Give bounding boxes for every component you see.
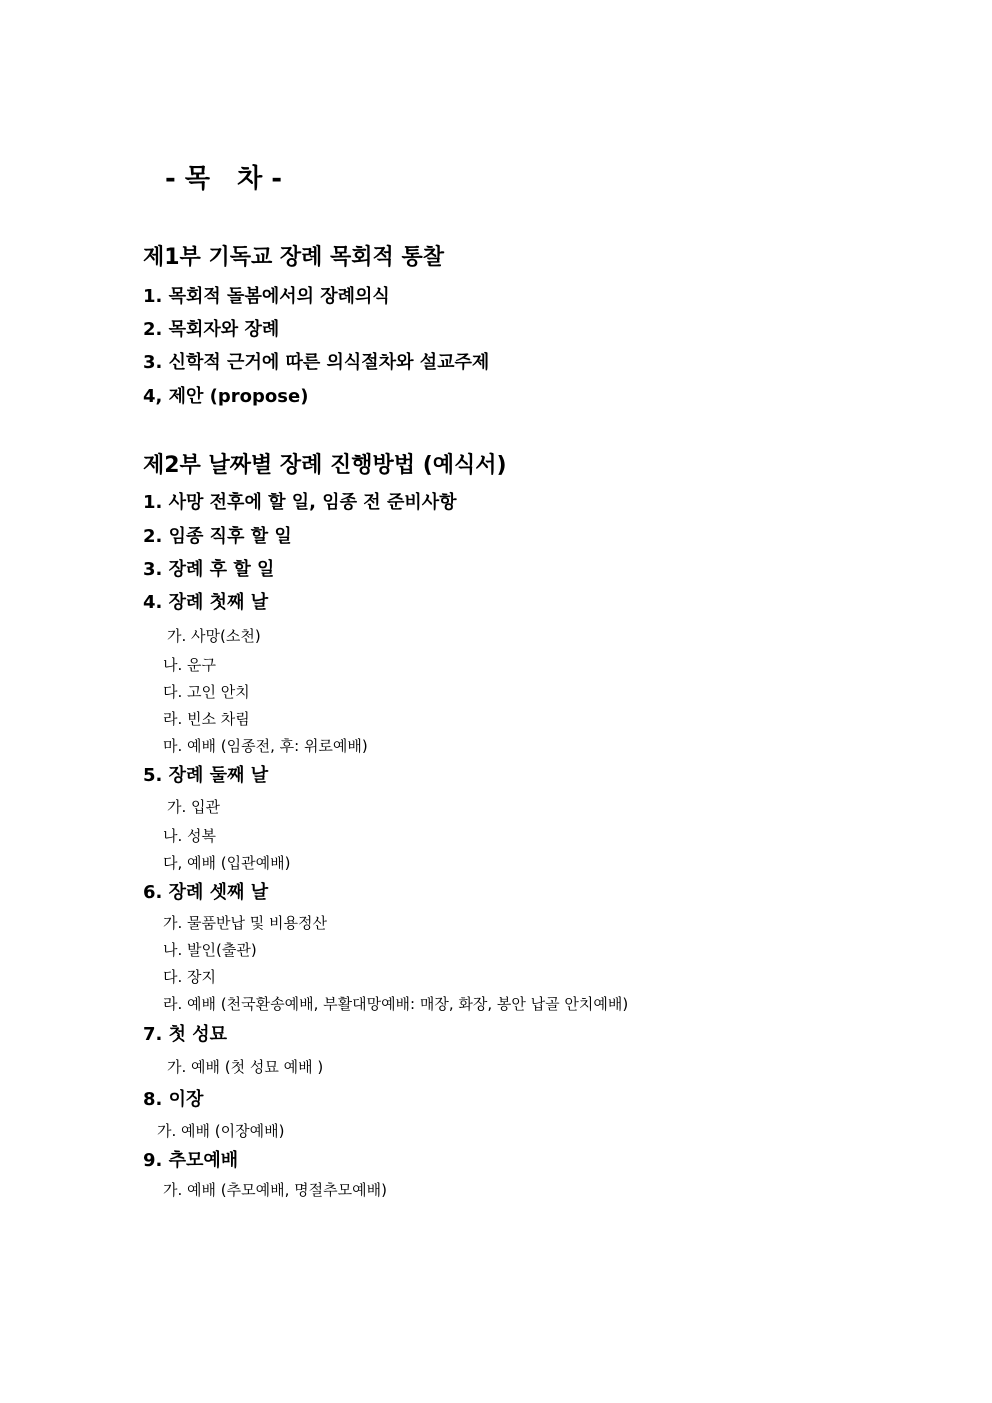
part2-item-6-sub-2: 나. 발인(출관) [163,941,257,959]
part2-item-6: 6. 장례 셋째 날 [143,882,269,903]
part2-item-9-sub-1: 가. 예배 (추모예배, 명절추모예배) [163,1181,387,1199]
part2-item-5-sub-1: 가. 입관 [167,798,221,816]
part2-item-2: 2. 임종 직후 할 일 [143,526,292,547]
part2-item-1: 1. 사망 전후에 할 일, 임종 전 준비사항 [143,492,457,513]
part2-item-8: 8. 이장 [143,1089,204,1110]
part2-item-4-sub-3: 다. 고인 안치 [163,683,250,701]
part2-item-4: 4. 장례 첫째 날 [143,592,269,613]
part2-item-5-sub-2: 나. 성복 [163,827,217,845]
part2-item-5-sub-3: 다, 예배 (입관예배) [163,854,291,872]
part2-item-4-sub-1: 가. 사망(소천) [167,627,261,645]
part2-item-6-sub-4: 라. 예배 (천국환송예배, 부활대망예배: 매장, 화장, 봉안 납골 안치예배) [163,995,629,1013]
part2-item-5: 5. 장례 둘째 날 [143,765,269,786]
part1-item-1: 1. 목회적 돌봄에서의 장례의식 [143,286,390,307]
part1-item-2: 2. 목회자와 장례 [143,319,280,340]
part2-item-9: 9. 추모예배 [143,1150,239,1171]
part2-item-7-sub-1: 가. 예배 (첫 성묘 예배 ) [167,1058,324,1076]
part1-item-4: 4, 제안 (propose) [143,386,309,407]
part2-item-4-sub-5: 마. 예배 (임종전, 후: 위로예배) [163,737,368,755]
part1-heading: 제1부 기독교 장례 목회적 통찰 [143,245,444,270]
part2-item-3: 3. 장례 후 할 일 [143,559,275,580]
part1-item-3: 3. 신학적 근거에 따른 의식절차와 설교주제 [143,352,490,373]
part2-heading: 제2부 날짜별 장례 진행방법 (예식서) [143,453,507,478]
part2-item-8-sub-1: 가. 예배 (이장예배) [157,1122,285,1140]
part2-item-7: 7. 첫 성묘 [143,1024,228,1045]
toc-title: - 목 차 - [165,164,283,194]
part2-item-4-sub-4: 라. 빈소 차림 [163,710,250,728]
part2-item-4-sub-2: 나. 운구 [163,656,217,674]
part2-item-6-sub-3: 다. 장지 [163,968,217,986]
part2-item-6-sub-1: 가. 물품반납 및 비용정산 [163,914,327,932]
